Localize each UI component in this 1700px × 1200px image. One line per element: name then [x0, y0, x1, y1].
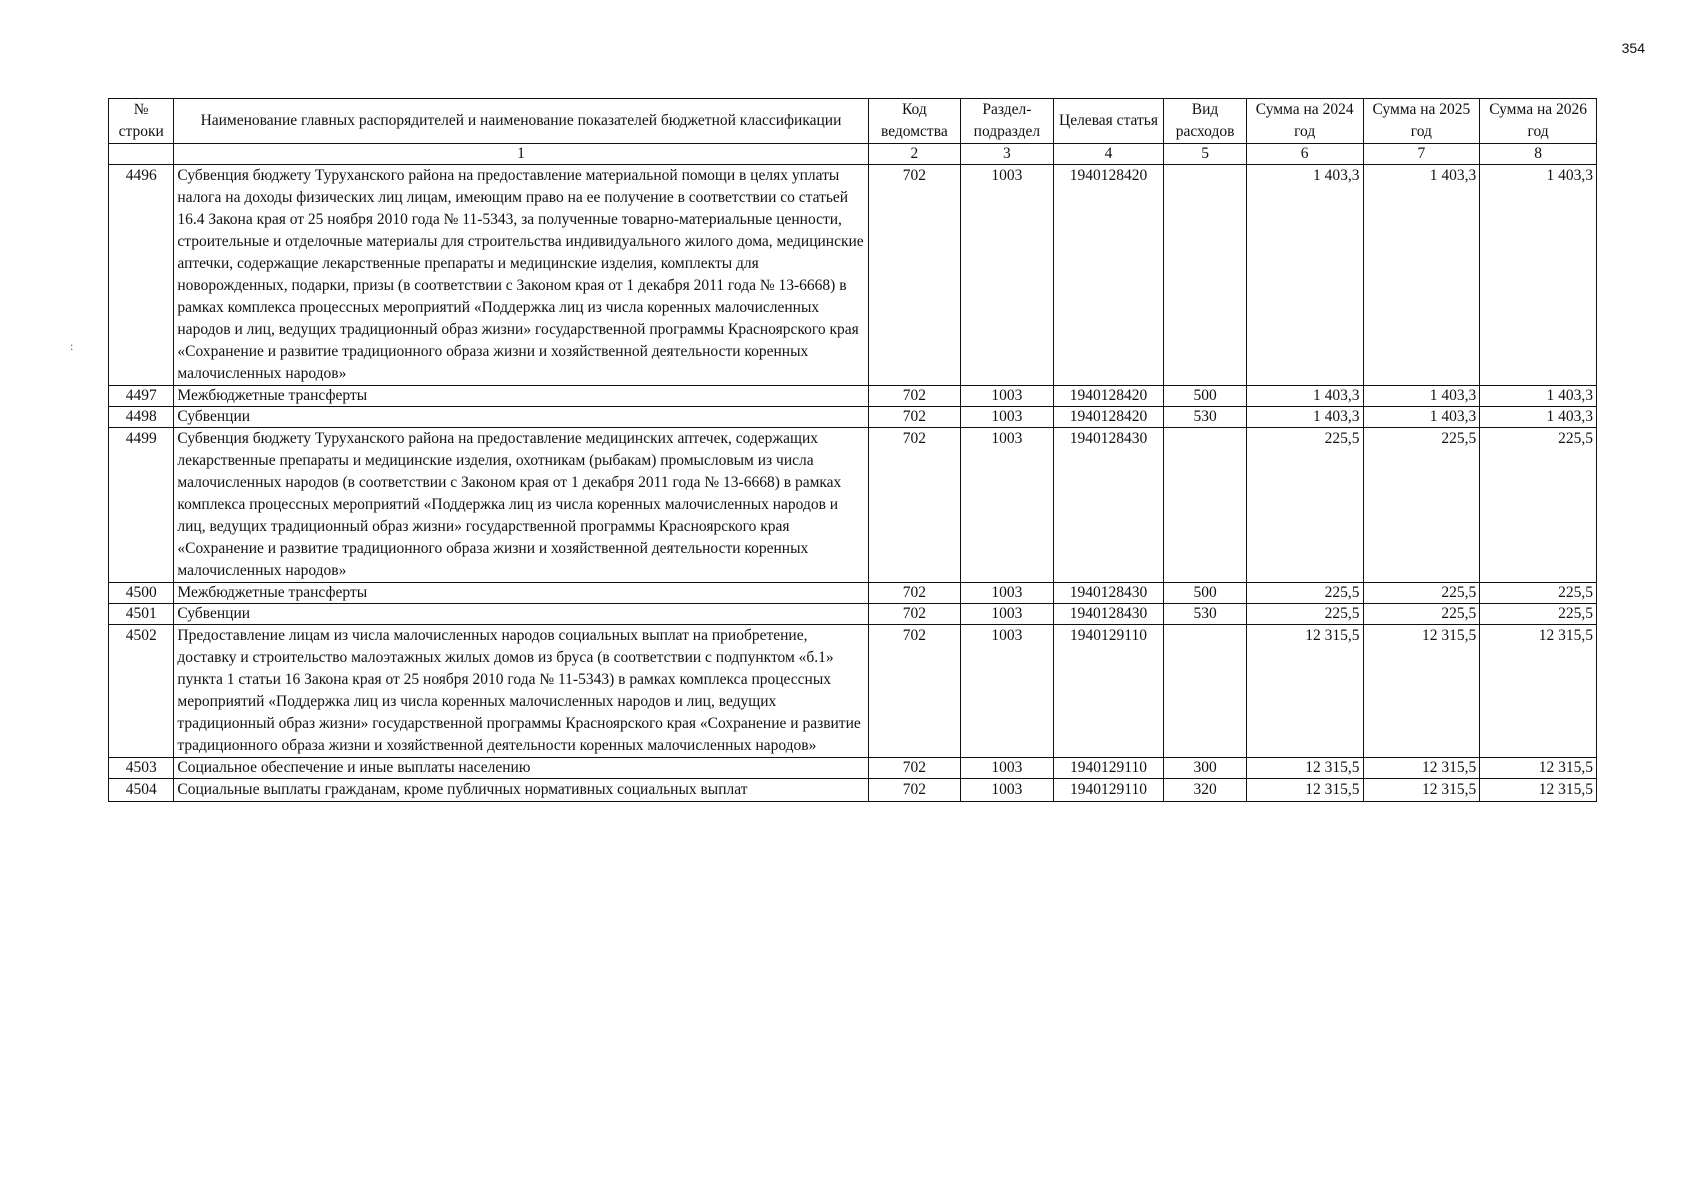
- section-code: 1003: [961, 625, 1054, 758]
- row-name: Социальное обеспечение и иные выплаты населению: [174, 758, 868, 779]
- sum-2025: 1 403,3: [1363, 386, 1480, 407]
- target-article: 1940129110: [1053, 779, 1164, 802]
- row-name: Субвенции: [174, 604, 868, 625]
- department-code: 702: [868, 407, 961, 428]
- row-name: Межбюджетные трансферты: [174, 583, 868, 604]
- header-target-article: Целевая статья: [1053, 99, 1164, 144]
- column-index: 2: [868, 144, 961, 165]
- expense-type: [1164, 625, 1246, 758]
- page-number: 354: [1621, 40, 1645, 56]
- table-row: [109, 428, 1597, 583]
- sum-2024: 1 403,3: [1246, 407, 1363, 428]
- table-header: [109, 99, 1597, 165]
- department-code: 702: [868, 428, 961, 583]
- section-code: 1003: [961, 779, 1054, 802]
- budget-table: [108, 98, 1597, 802]
- sum-2026: 225,5: [1480, 428, 1597, 583]
- table-row: [109, 779, 1597, 802]
- row-number: 4497: [109, 386, 174, 407]
- row-number: 4500: [109, 583, 174, 604]
- table-row: [109, 625, 1597, 758]
- department-code: 702: [868, 604, 961, 625]
- sum-2026: 225,5: [1480, 604, 1597, 625]
- table-body: [109, 165, 1597, 802]
- header-name: Наименование главных распорядителей и наименование показателей бюджетной классификации: [174, 99, 868, 144]
- expense-type: 530: [1164, 604, 1246, 625]
- expense-type: 500: [1164, 386, 1246, 407]
- row-name: Предоставление лицам из числа малочисленных народов социальных выплат на приобретение, доставку и строительство малоэтажных жилых домов из бруса (в соответствии с подпунктом «б.1» пункта 1 статьи 16 Закона края от 25 ноября 2010 года № 11-5343) в рамках комплекса процессных мероприятий «Поддержка лиц из числа коренных малочисленных народов и лиц, ведущих традиционный образ жизни» государственной программы Красноярского края «Сохранение и развитие традиционного образа жизни и хозяйственной деятельности коренных малочисленных народов»: [174, 625, 868, 758]
- column-index: 5: [1164, 144, 1246, 165]
- sum-2024: 225,5: [1246, 583, 1363, 604]
- department-code: 702: [868, 165, 961, 386]
- sum-2026: 1 403,3: [1480, 165, 1597, 386]
- sum-2025: 12 315,5: [1363, 625, 1480, 758]
- sum-2026: 12 315,5: [1480, 758, 1597, 779]
- table-row: [109, 583, 1597, 604]
- table-row: [109, 604, 1597, 625]
- column-index: [109, 144, 174, 165]
- sum-2024: 12 315,5: [1246, 625, 1363, 758]
- target-article: 1940128420: [1053, 386, 1164, 407]
- section-code: 1003: [961, 604, 1054, 625]
- department-code: 702: [868, 758, 961, 779]
- expense-type: 530: [1164, 407, 1246, 428]
- department-code: 702: [868, 625, 961, 758]
- target-article: 1940128430: [1053, 604, 1164, 625]
- header-section: Раздел-подраздел: [961, 99, 1054, 144]
- row-number: 4503: [109, 758, 174, 779]
- row-number: 4498: [109, 407, 174, 428]
- table-row: [109, 407, 1597, 428]
- target-article: 1940128430: [1053, 583, 1164, 604]
- sum-2024: 1 403,3: [1246, 165, 1363, 386]
- section-code: 1003: [961, 583, 1054, 604]
- sum-2024: 1 403,3: [1246, 386, 1363, 407]
- sum-2026: 12 315,5: [1480, 779, 1597, 802]
- sum-2026: 1 403,3: [1480, 386, 1597, 407]
- sum-2024: 225,5: [1246, 428, 1363, 583]
- sum-2025: 225,5: [1363, 583, 1480, 604]
- header-department-code: Код ведомства: [868, 99, 961, 144]
- target-article: 1940128420: [1053, 407, 1164, 428]
- section-code: 1003: [961, 758, 1054, 779]
- column-index: 8: [1480, 144, 1597, 165]
- row-number: 4502: [109, 625, 174, 758]
- row-number: 4496: [109, 165, 174, 386]
- expense-type: [1164, 428, 1246, 583]
- row-name: Субвенция бюджету Туруханского района на предоставление медицинских аптечек, содержащих лекарственные препараты и медицинские изделия, охотникам (рыбакам) промысловым из числа малочисленных народов (в соответствии с Законом края от 1 декабря 2011 года № 13-6668) в рамках комплекса процессных мероприятий «Поддержка лиц из числа коренных малочисленных народов и лиц, ведущих традиционный образ жизни» государственной программы Красноярского края «Сохранение и развитие традиционного образа жизни и хозяйственной деятельности коренных малочисленных народов»: [174, 428, 868, 583]
- scan-artifact-marks: :: [70, 339, 74, 353]
- column-index: 7: [1363, 144, 1480, 165]
- table-row: [109, 165, 1597, 386]
- column-index: 6: [1246, 144, 1363, 165]
- sum-2025: 1 403,3: [1363, 165, 1480, 386]
- sum-2025: 225,5: [1363, 604, 1480, 625]
- sum-2026: 12 315,5: [1480, 625, 1597, 758]
- column-index: 3: [961, 144, 1054, 165]
- expense-type: 300: [1164, 758, 1246, 779]
- target-article: 1940128430: [1053, 428, 1164, 583]
- expense-type: [1164, 165, 1246, 386]
- row-number: 4504: [109, 779, 174, 802]
- section-code: 1003: [961, 165, 1054, 386]
- sum-2025: 12 315,5: [1363, 758, 1480, 779]
- sum-2026: 225,5: [1480, 583, 1597, 604]
- header-row-number: № строки: [109, 99, 174, 144]
- column-index: 4: [1053, 144, 1164, 165]
- header-expense-type: Вид расходов: [1164, 99, 1246, 144]
- sum-2025: 1 403,3: [1363, 407, 1480, 428]
- section-code: 1003: [961, 407, 1054, 428]
- expense-type: 500: [1164, 583, 1246, 604]
- row-name: Субвенция бюджету Туруханского района на предоставление материальной помощи в целях уплаты налога на доходы физических лиц лицам, имеющим право на ее получение в соответствии со статьей 16.4 Закона края от 25 ноября 2010 года № 11-5343, за полученные товарно-материальные ценности, строительные и отделочные материалы для строительства индивидуального жилого дома, медицинские аптечки, содержащие лекарственные препараты и медицинские изделия, комплекты для новорожденных, подарки, призы (в соответствии с Законом края от 1 декабря 2011 года № 13-6668) в рамках комплекса процессных мероприятий «Поддержка лиц из числа коренных малочисленных народов и лиц, ведущих традиционный образ жизни» государственной программы Красноярского края «Сохранение и развитие традиционного образа жизни и хозяйственной деятельности коренных малочисленных народов»: [174, 165, 868, 386]
- department-code: 702: [868, 583, 961, 604]
- target-article: 1940128420: [1053, 165, 1164, 386]
- row-name: Межбюджетные трансферты: [174, 386, 868, 407]
- sum-2024: 12 315,5: [1246, 779, 1363, 802]
- expense-type: 320: [1164, 779, 1246, 802]
- row-name: Социальные выплаты гражданам, кроме публичных нормативных социальных выплат: [174, 779, 868, 802]
- section-code: 1003: [961, 428, 1054, 583]
- row-name: Субвенции: [174, 407, 868, 428]
- table-row: [109, 758, 1597, 779]
- column-index-row: [109, 144, 1597, 165]
- department-code: 702: [868, 779, 961, 802]
- target-article: 1940129110: [1053, 758, 1164, 779]
- header-sum-2024: Сумма на 2024 год: [1246, 99, 1363, 144]
- sum-2026: 1 403,3: [1480, 407, 1597, 428]
- row-number: 4499: [109, 428, 174, 583]
- row-number: 4501: [109, 604, 174, 625]
- sum-2024: 225,5: [1246, 604, 1363, 625]
- sum-2025: 225,5: [1363, 428, 1480, 583]
- column-index: 1: [174, 144, 868, 165]
- header-row: [109, 99, 1597, 144]
- header-sum-2026: Сумма на 2026 год: [1480, 99, 1597, 144]
- department-code: 702: [868, 386, 961, 407]
- sum-2025: 12 315,5: [1363, 779, 1480, 802]
- table-row: [109, 386, 1597, 407]
- section-code: 1003: [961, 386, 1054, 407]
- target-article: 1940129110: [1053, 625, 1164, 758]
- sum-2024: 12 315,5: [1246, 758, 1363, 779]
- header-sum-2025: Сумма на 2025 год: [1363, 99, 1480, 144]
